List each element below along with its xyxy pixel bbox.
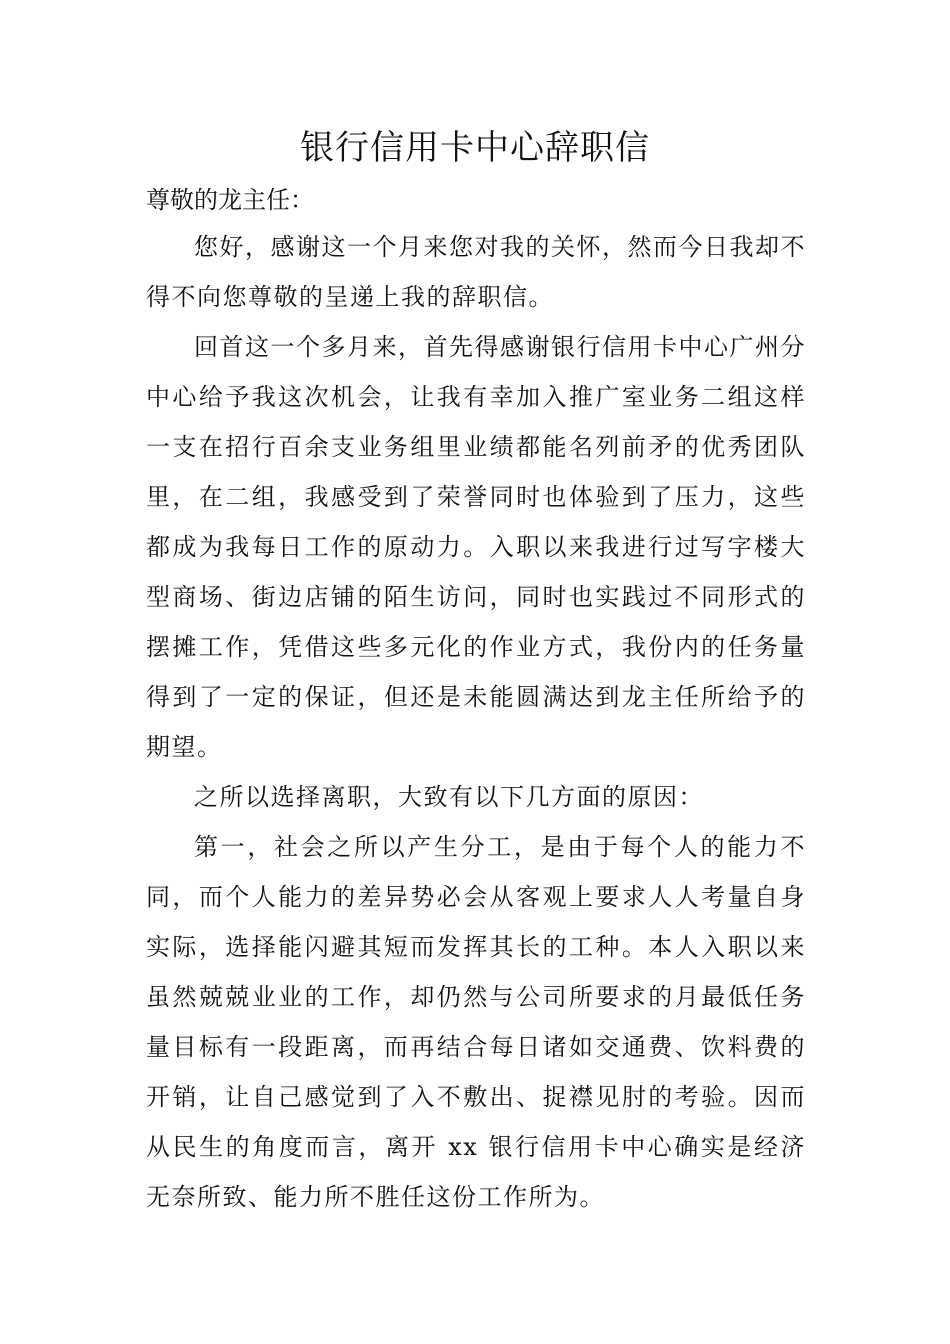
document-title: 银行信用卡中心辞职信: [300, 128, 650, 168]
paragraph-reason-one: 第一，社会之所以产生分工，是由于每个人的能力不同，而个人能力的差异势必会从客观上要求人人考量自身实际，选择能闪避其短而发挥其长的工种。本人入职以来虽然兢兢业业的工作，却仍然与公司所要求的月最低任务量目标有一段距离，而再结合每日诸如交通费、饮料费的开销，让自己感觉到了入不敷出、捉襟见肘的考验。因而从民生的角度而言，离开 xx 银行信用卡中心确实是经济无奈所致、能力所不胜任这份工作所为。: [146, 833, 806, 1211]
letter-body: [146, 222, 806, 1222]
paragraph-review: 回首这一个多月来，首先得感谢银行信用卡中心广州分中心给予我这次机会，让我有幸加入推广室业务二组这样一支在招行百余支业务组里业绩都能名列前矛的优秀团队里，在二组，我感受到了荣誉同时也体验到了压力，这些都成为我每日工作的原动力。入职以来我进行过写字楼大型商场、街边店铺的陌生访问，同时也实践过不同形式的摆摊工作，凭借这些多元化的作业方式，我份内的任务量得到了一定的保证，但还是未能圆满达到龙主任所给予的期望。: [146, 333, 806, 761]
salutation: 尊敬的龙主任：: [146, 186, 314, 214]
paragraph-reasons-intro: 之所以选择离职，大致有以下几方面的原因：: [194, 783, 704, 811]
paragraph-greeting: 您好，感谢这一个月来您对我的关怀，然而今日我却不得不向您尊敬的呈递上我的辞职信。: [146, 233, 806, 311]
